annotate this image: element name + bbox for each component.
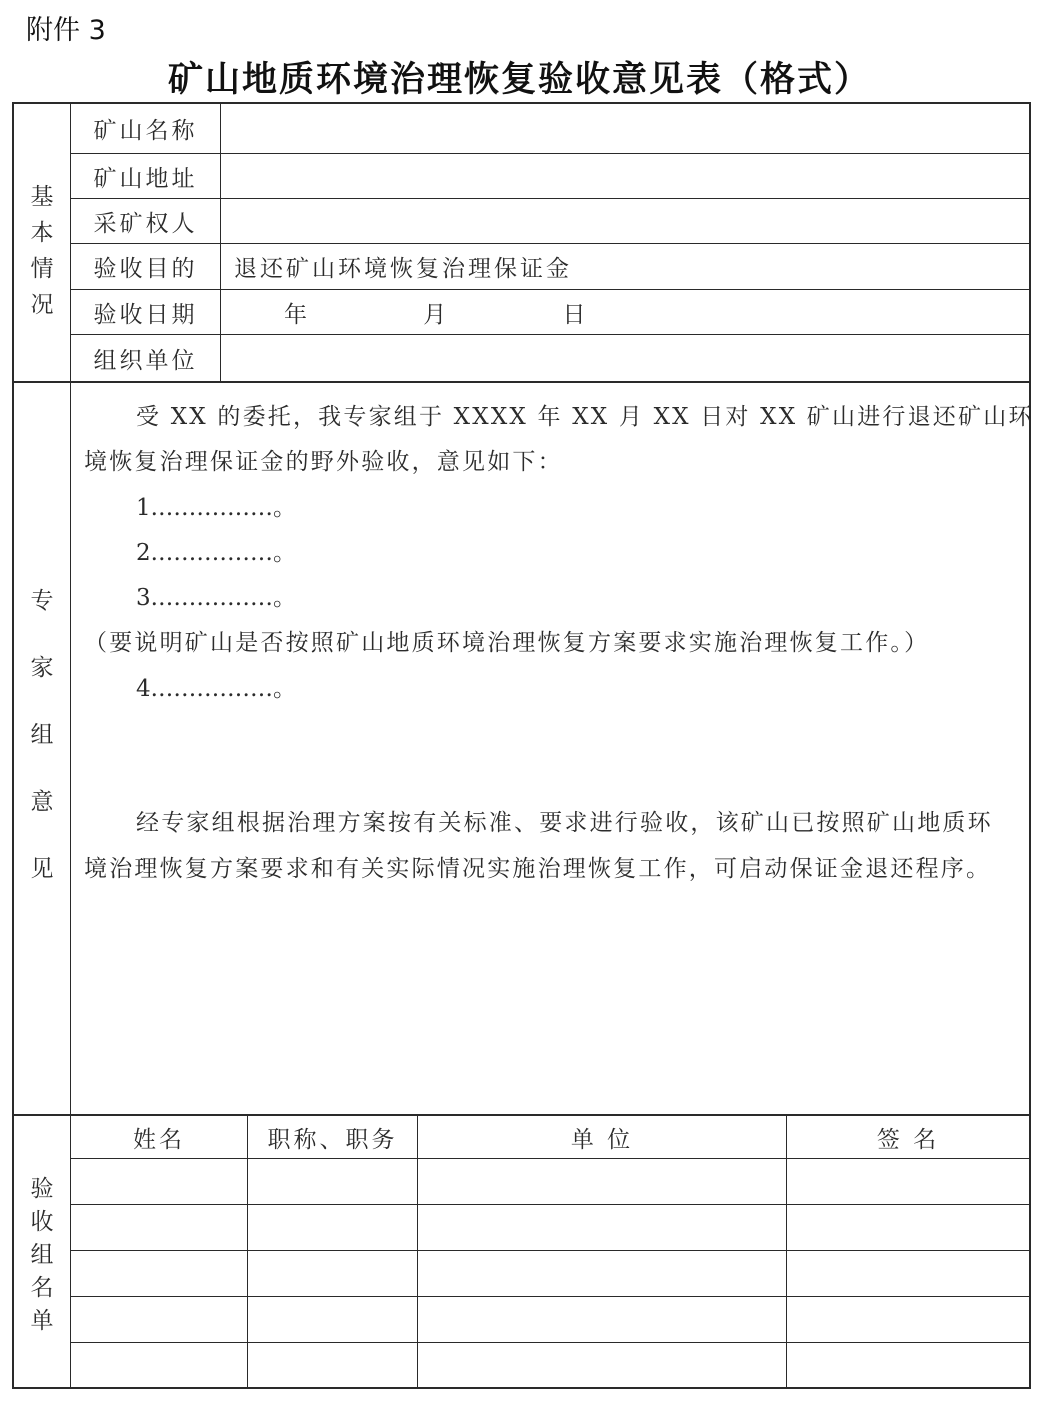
- member-title-cell[interactable]: [248, 1205, 417, 1250]
- member-signature-cell[interactable]: [787, 1297, 1029, 1342]
- section-label-char: 名: [30, 1275, 54, 1301]
- section-label-char: 组: [30, 1242, 54, 1268]
- member-unit-cell[interactable]: [418, 1343, 786, 1387]
- opinion-item-4: 4.……………。: [136, 676, 296, 702]
- opinion-intro-line2: 境恢复治理保证金的野外验收，意见如下：: [84, 449, 563, 475]
- mine-address-value[interactable]: [234, 154, 1024, 198]
- section-label-char: 况: [30, 292, 54, 318]
- member-unit-cell[interactable]: [418, 1205, 786, 1250]
- section-label-char: 本: [30, 220, 54, 246]
- member-name-cell[interactable]: [71, 1159, 247, 1204]
- acceptance-date-value[interactable]: 年 月 日: [284, 301, 589, 328]
- attachment-label: 附件 3: [26, 15, 106, 46]
- member-signature-cell[interactable]: [787, 1251, 1029, 1296]
- opinion-conclusion-line1: 经专家组根据治理方案按有关标准、要求进行验收，该矿山已按照矿山地质环: [136, 810, 993, 836]
- member-title-cell[interactable]: [248, 1343, 417, 1387]
- member-name-cell[interactable]: [71, 1205, 247, 1250]
- acceptance-date-label: 验收日期: [93, 301, 198, 328]
- organizing-unit-value[interactable]: [234, 335, 1024, 381]
- section-label-char: 意: [30, 789, 54, 815]
- opinion-item-2: 2.……………。: [136, 540, 296, 566]
- column-header-name: 姓名: [133, 1126, 185, 1153]
- member-unit-cell[interactable]: [418, 1159, 786, 1204]
- section-label-char: 专: [30, 588, 54, 614]
- section-label-char: 单: [30, 1308, 54, 1334]
- section-label-char: 情: [30, 256, 54, 282]
- basic-info-field-divider: [220, 102, 221, 382]
- member-signature-cell[interactable]: [787, 1343, 1029, 1387]
- opinion-item-3: 3.……………。: [136, 585, 296, 611]
- mining-right-holder-value[interactable]: [234, 199, 1024, 243]
- member-title-cell[interactable]: [248, 1159, 417, 1204]
- section-label-char: 验: [30, 1176, 54, 1202]
- section-label-char: 见: [30, 856, 54, 882]
- member-title-cell[interactable]: [248, 1297, 417, 1342]
- member-signature-cell[interactable]: [787, 1159, 1029, 1204]
- acceptance-group-section-label: [14, 1170, 70, 1335]
- table-border-right: [1029, 102, 1031, 1389]
- basic-info-section-label: [14, 178, 70, 322]
- section-label-char: 基: [30, 184, 54, 210]
- opinion-intro-line1: 受 XX 的委托，我专家组于 XXXX 年 XX 月 XX 日对 XX 矿山进行退还矿山环: [136, 404, 1034, 430]
- mining-right-holder-label: 采矿权人: [93, 210, 198, 237]
- column-header-signature: 签 名: [876, 1126, 940, 1153]
- section-label-char: 收: [30, 1209, 54, 1235]
- column-header-title-position: 职称、职务: [267, 1126, 398, 1153]
- organizing-unit-label: 组织单位: [93, 347, 198, 374]
- opinion-conclusion-line2: 境治理恢复方案要求和有关实际情况实施治理恢复工作，可启动保证金退还程序。: [84, 856, 992, 882]
- acceptance-purpose-value[interactable]: 退还矿山环境恢复治理保证金: [234, 256, 572, 282]
- form-title: 矿山地质环境治理恢复验收意见表（格式）: [167, 60, 871, 100]
- acceptance-purpose-label: 验收目的: [93, 256, 198, 282]
- section-divider-1: [12, 381, 1031, 383]
- opinion-item-1: 1.……………。: [136, 495, 296, 521]
- opinion-note: （要说明矿山是否按照矿山地质环境治理恢复方案要求实施治理恢复工作。）: [84, 630, 930, 656]
- member-signature-cell[interactable]: [787, 1205, 1029, 1250]
- expert-opinion-section-label: [14, 582, 70, 917]
- member-unit-cell[interactable]: [418, 1297, 786, 1342]
- mine-name-value[interactable]: [234, 104, 1024, 153]
- column-header-unit: 单 位: [570, 1126, 634, 1153]
- mine-address-label: 矿山地址: [93, 165, 198, 192]
- table-border-bottom: [12, 1387, 1031, 1389]
- section-label-char: 组: [30, 722, 54, 748]
- mine-name-label: 矿山名称: [93, 118, 198, 144]
- member-name-cell[interactable]: [71, 1251, 247, 1296]
- member-unit-cell[interactable]: [418, 1251, 786, 1296]
- section-label-char: 家: [30, 655, 54, 681]
- member-name-cell[interactable]: [71, 1343, 247, 1387]
- member-name-cell[interactable]: [71, 1297, 247, 1342]
- member-title-cell[interactable]: [248, 1251, 417, 1296]
